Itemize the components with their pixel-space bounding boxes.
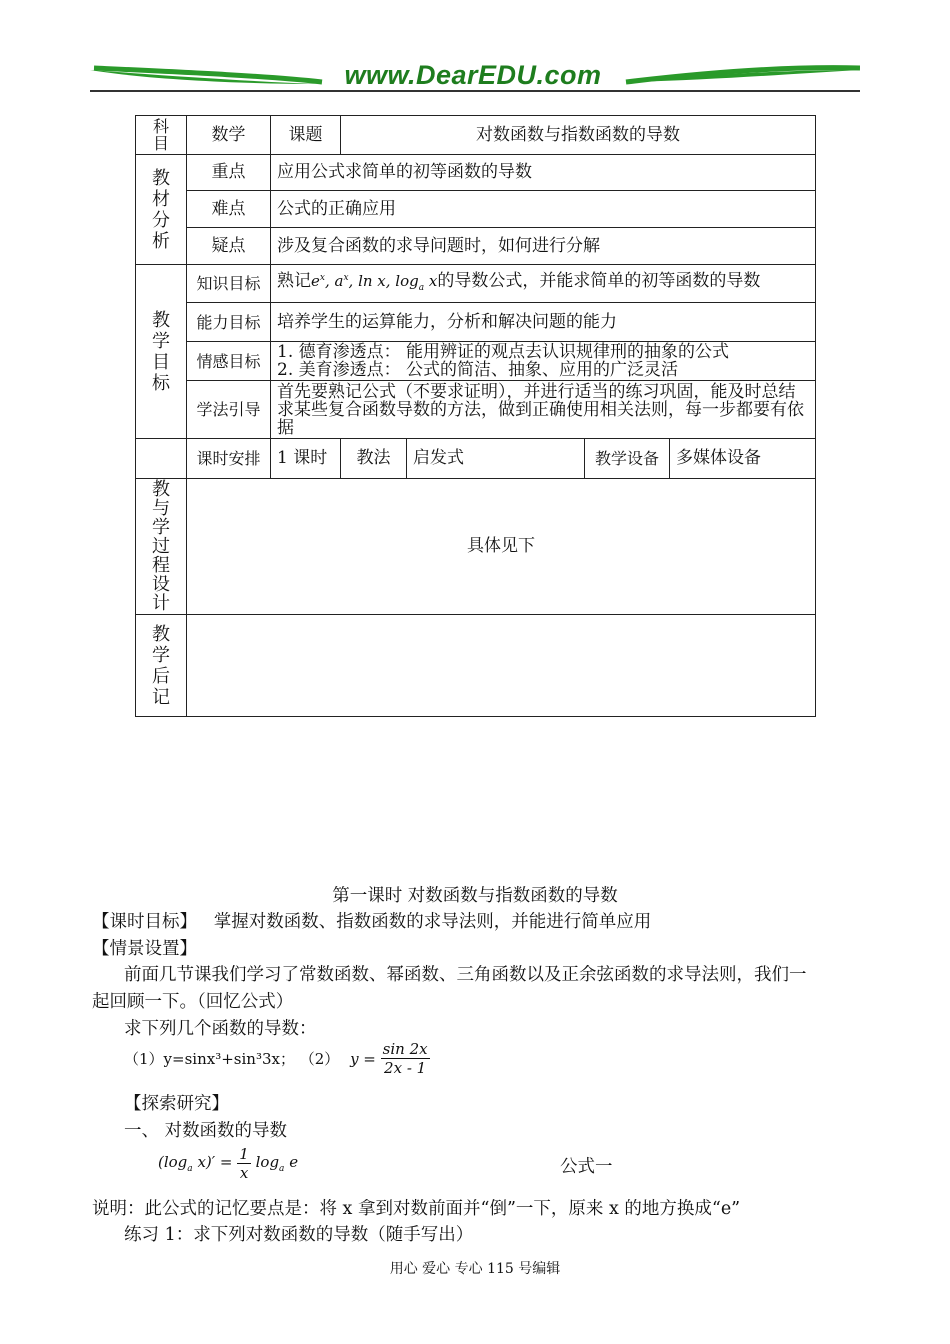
doubt-point-value: 涉及复合函数的求导问题时，如何进行分解 xyxy=(271,228,816,265)
explore-heading: 【探索研究】 xyxy=(124,1094,229,1114)
knowledge-goal-label: 知识目标 xyxy=(187,265,271,303)
process-label: 教与学过程设计 xyxy=(152,479,170,614)
lesson-title: 第一课时 对数函数与指数函数的导数 xyxy=(332,886,618,906)
practice-prompt: 练习 1：求下列对数函数的导数（随手写出） xyxy=(124,1225,474,1245)
lesson-goal: 【课时目标】 掌握对数函数、指数函数的求导法则，并能进行简单应用 xyxy=(92,912,652,932)
emotion-goal-label: 情感目标 xyxy=(187,342,271,381)
difficult-point-value: 公式的正确应用 xyxy=(271,191,816,228)
fraction-sin2x-over-2x-1: $\frac{\sin 2x}{2x - 1}$ xyxy=(382,1040,428,1077)
goals-label: 教学目标 xyxy=(152,309,170,394)
equipment-value: 多媒体设备 xyxy=(670,439,816,479)
key-point-value: 应用公式求简单的初等函数的导数 xyxy=(271,155,816,191)
method-guide-label: 学法引导 xyxy=(187,381,271,439)
section-heading-log-derivative: 一、 对数函数的导数 xyxy=(124,1121,288,1141)
lesson-plan-table xyxy=(135,115,816,717)
topic-value: 对数函数与指数函数的导数 xyxy=(341,116,816,155)
doubt-point-label: 疑点 xyxy=(187,228,271,265)
exercise-prompt: 求下列几个函数的导数： xyxy=(124,1019,317,1039)
teaching-method-label: 教法 xyxy=(341,439,407,479)
ability-goal-label: 能力目标 xyxy=(187,303,271,342)
subject-label: 科目 xyxy=(152,117,169,153)
schedule-hours: 1 课时 xyxy=(271,439,341,479)
page-footer: 用心 爱心 专心 115 号编辑 xyxy=(389,1261,561,1277)
formula-one-label: 公式一 xyxy=(560,1157,613,1177)
intro-paragraph-line-2: 起回顾一下。（回忆公式） xyxy=(92,992,294,1012)
difficult-point-label: 难点 xyxy=(187,191,271,228)
postscript-content xyxy=(187,615,816,717)
formula-log-derivative: ($\log_a$ x)′ = $\frac{1}{x}$ $\log_a e$ xyxy=(158,1145,299,1182)
key-point-label: 重点 xyxy=(187,155,271,191)
schedule-label: 课时安排 xyxy=(187,439,271,479)
exercise-items: （1）y=sinx³+sin³3x； （2） y = $\frac{\sin 2x}{2x - 1}$ xyxy=(124,1040,428,1077)
analysis-label: 教材分析 xyxy=(152,167,170,252)
intro-paragraph-line-1: 前面几节课我们学习了常数函数、幂函数、三角函数以及正余弦函数的求导法则，我们一 xyxy=(124,965,807,985)
process-content: 具体见下 xyxy=(187,479,816,615)
ability-goal-value: 培养学生的运算能力，分析和解决问题的能力 xyxy=(271,303,816,342)
site-logo[interactable]: www.DearEDU.com xyxy=(344,60,602,90)
emotion-goal-item-2: 2. 美育渗透点： 公式的简洁、抽象、应用的广泛灵活 xyxy=(277,360,679,380)
teaching-method-value: 启发式 xyxy=(407,439,585,479)
method-guide-value: 首先要熟记公式（不要求证明），并进行适当的练习巩固，能及时总结求某些复合函数导数的方法，做到正确使用相关法则，每一步都要有依据 xyxy=(271,381,816,439)
emotion-goal-item-1: 1. 德育渗透点： 能用辨证的观点去认识规律刑的抽象的公式 xyxy=(277,342,730,362)
formula-functions: $e^x$, $a^x$, ln x, $\log_a x$ xyxy=(311,272,438,293)
memory-note: 说明：此公式的记忆要点是：将 x 拿到对数前面并“倒”一下，原来 x 的地方换成“e” xyxy=(92,1199,741,1219)
scene-heading: 【情景设置】 xyxy=(92,939,197,959)
topic-label: 课题 xyxy=(271,116,341,155)
header-rule xyxy=(90,90,860,92)
subject-value: 数学 xyxy=(187,116,271,155)
equipment-label: 教学设备 xyxy=(585,439,670,479)
postscript-label: 教学后记 xyxy=(152,623,170,708)
knowledge-goal-value: 熟记$e^x$, $a^x$, ln x, $\log_a x$的导数公式，并能求简单的初等函数的导数 xyxy=(271,265,816,303)
